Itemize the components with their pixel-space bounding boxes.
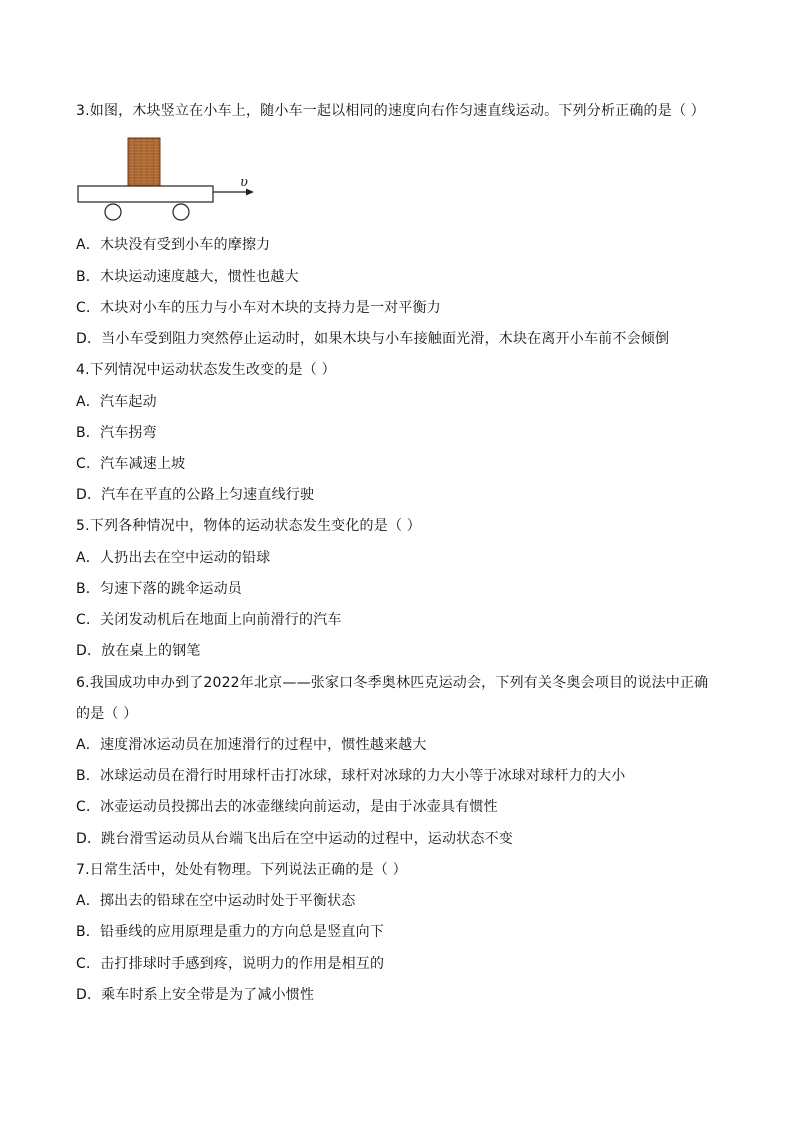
q3-option-a: A．木块没有受到小车的摩擦力: [76, 237, 271, 253]
q3-option-d: D．当小车受到阻力突然停止运动时，如果木块与小车接触面光滑，木块在离开小车前不会倾倒: [76, 331, 670, 347]
q4-option-b: B．汽车拐弯: [76, 425, 157, 441]
q6-option-b: B．冰球运动员在滑行时用球杆击打冰球，球杆对冰球的力大小等于冰球对球杆力的大小: [76, 768, 626, 784]
q7-option-a: A．掷出去的铅球在空中运动时处于平衡状态: [76, 893, 356, 909]
q7-option-d: D．乘车时系上安全带是为了减小惯性: [76, 987, 315, 1003]
cart-wheel-right: [173, 204, 189, 220]
wooden-block: [128, 138, 160, 186]
q6-option-d: D．跳台滑雪运动员从台端飞出后在空中运动的过程中，运动状态不变: [76, 831, 513, 847]
q3-option-c: C．木块对小车的压力与小车对木块的支持力是一对平衡力: [76, 300, 441, 316]
q5-option-b: B．匀速下落的跳伞运动员: [76, 581, 243, 597]
q5-option-a: A．人扔出去在空中运动的铅球: [76, 550, 271, 566]
q4-option-c: C．汽车减速上坡: [76, 456, 186, 472]
q7-option-c: C．击打排球时手感到疼，说明力的作用是相互的: [76, 956, 385, 972]
question-6-stem-line2: 的是（ ）: [76, 706, 138, 722]
q7-option-b: B．铅垂线的应用原理是重力的方向总是竖直向下: [76, 924, 385, 940]
q6-option-a: A．速度滑冰运动员在加速滑行的过程中，惯性越来越大: [76, 737, 427, 753]
q4-option-d: D．汽车在平直的公路上匀速直线行驶: [76, 487, 315, 503]
cart-body: [78, 186, 213, 202]
velocity-label: υ: [240, 175, 248, 190]
cart-block-figure: [76, 134, 258, 226]
q5-option-d: D．放在桌上的钢笔: [76, 643, 201, 659]
question-5-stem: 5.下列各种情况中，物体的运动状态发生变化的是（ ）: [76, 518, 422, 534]
question-6-stem-line1: 6.我国成功申办到了2022年北京——张家口冬季奥林匹克运动会，下列有关冬奥会项目的说法中正确: [76, 675, 709, 691]
q3-option-b: B．木块运动速度越大，惯性也越大: [76, 269, 299, 285]
question-3-stem: 3.如图，木块竖立在小车上，随小车一起以相同的速度向右作匀速直线运动。下列分析正确的是（ ）: [76, 103, 706, 119]
question-7-stem: 7.日常生活中，处处有物理。下列说法正确的是（ ）: [76, 862, 407, 878]
q4-option-a: A．汽车起动: [76, 394, 157, 410]
q6-option-c: C．冰壶运动员投掷出去的冰壶继续向前运动，是由于冰壶具有惯性: [76, 799, 498, 815]
question-4-stem: 4.下列情况中运动状态发生改变的是（ ）: [76, 362, 336, 378]
q5-option-c: C．关闭发动机后在地面上向前滑行的汽车: [76, 612, 342, 628]
cart-wheel-left: [105, 204, 121, 220]
